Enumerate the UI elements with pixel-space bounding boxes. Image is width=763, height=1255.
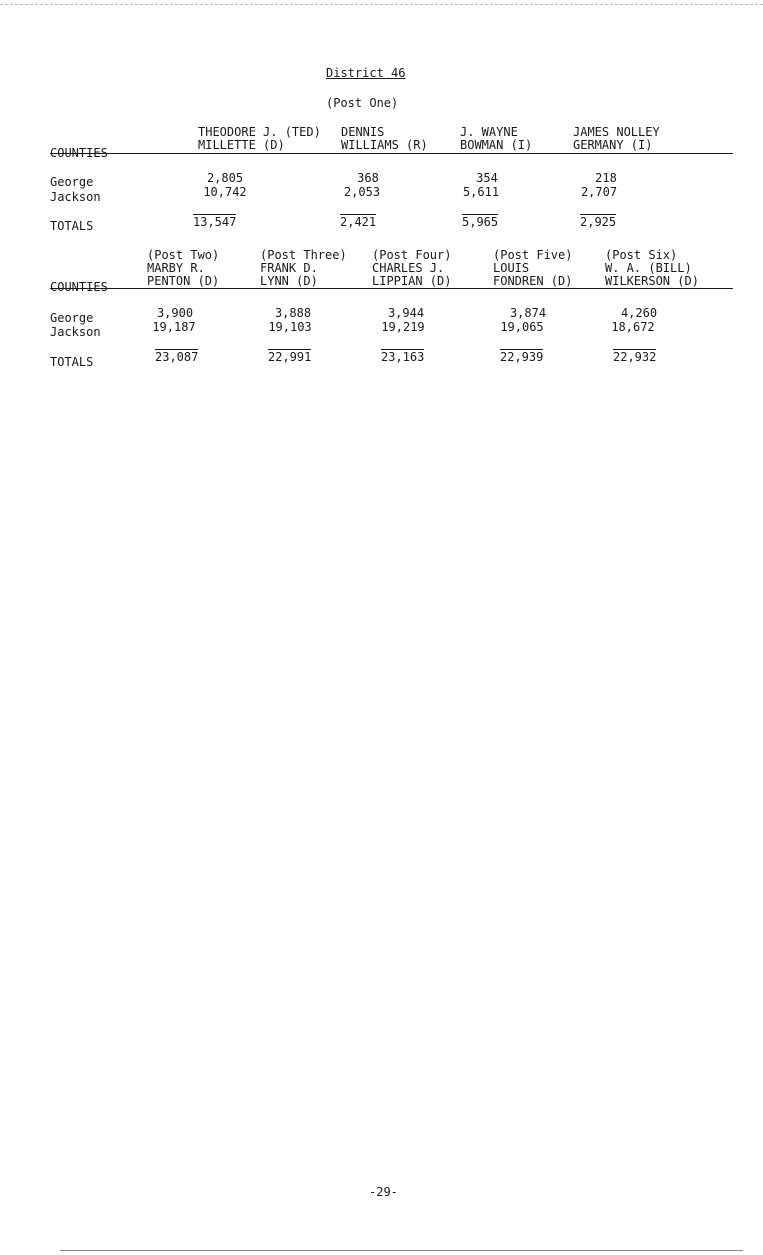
candidate-3-name: J. WAYNE (460, 125, 518, 139)
page-number: -29- (369, 1185, 398, 1199)
vote-cell: 19,103 (268, 320, 312, 334)
vote-cell: 10,742 (203, 185, 247, 199)
district-title: District 46 (326, 66, 406, 80)
total-cell: 5,965 (462, 215, 499, 229)
post-label: (Post Six) (605, 248, 678, 262)
candidate-1-name-party: MILLETTE (D) (198, 138, 285, 152)
page-edge (0, 4, 763, 5)
candidate-name: FRANK D. (260, 261, 318, 275)
candidate-4-name-party: GERMANY (I) (573, 138, 653, 152)
vote-cell: 2,805 (206, 171, 244, 185)
vote-cell: 18,672 (611, 320, 655, 334)
totals-label: TOTALS (50, 219, 94, 233)
vote-cell: 3,944 (387, 306, 425, 320)
candidate-2-name: DENNIS (341, 125, 385, 139)
candidate-name-party: FONDREN (D) (493, 274, 573, 288)
vote-cell: 2,053 (343, 185, 381, 199)
vote-cell: 354 (476, 171, 498, 185)
candidate-name: W. A. (BILL) (605, 261, 692, 275)
county-label-jackson: Jackson (50, 325, 101, 339)
vote-cell: 4,260 (620, 306, 658, 320)
total-cell: 13,547 (193, 215, 237, 229)
candidate-name-party: WILKERSON (D) (605, 274, 699, 288)
total-cell: 23,163 (381, 350, 425, 364)
vote-cell: 2,707 (580, 185, 618, 199)
county-label-jackson: Jackson (50, 190, 101, 204)
counties-header: COUNTIES (50, 280, 108, 294)
candidate-1-name: THEODORE J. (TED) (198, 125, 321, 139)
post-label: (Post Five) (493, 248, 573, 262)
post-label: (Post Four) (372, 248, 452, 262)
total-cell: 22,932 (613, 350, 657, 364)
vote-cell: 3,874 (509, 306, 547, 320)
header-rule (50, 153, 733, 154)
post-one-heading: (Post One) (326, 96, 399, 110)
vote-cell: 5,611 (462, 185, 500, 199)
total-cell: 22,991 (268, 350, 312, 364)
candidate-name: LOUIS (493, 261, 530, 275)
page-bottom-edge (60, 1250, 743, 1251)
total-cell: 23,087 (155, 350, 199, 364)
vote-cell: 19,187 (152, 320, 196, 334)
county-label-george: George (50, 311, 94, 325)
vote-cell: 3,888 (274, 306, 312, 320)
vote-cell: 218 (595, 171, 617, 185)
candidate-3-name-party: BOWMAN (I) (460, 138, 533, 152)
header-rule (50, 288, 733, 289)
post-label: (Post Three) (260, 248, 347, 262)
candidate-2-name-party: WILLIAMS (R) (341, 138, 428, 152)
total-cell: 2,925 (580, 215, 617, 229)
candidate-name-party: LIPPIAN (D) (372, 274, 452, 288)
vote-cell: 368 (357, 171, 379, 185)
county-label-george: George (50, 175, 94, 189)
total-cell: 22,939 (500, 350, 544, 364)
candidate-name: MARBY R. (147, 261, 205, 275)
candidate-name: CHARLES J. (372, 261, 445, 275)
totals-label: TOTALS (50, 355, 94, 369)
candidate-4-name: JAMES NOLLEY (573, 125, 660, 139)
post-label: (Post Two) (147, 248, 220, 262)
vote-cell: 3,900 (156, 306, 194, 320)
candidate-name-party: PENTON (D) (147, 274, 220, 288)
counties-header: COUNTIES (50, 146, 108, 160)
candidate-name-party: LYNN (D) (260, 274, 318, 288)
vote-cell: 19,219 (381, 320, 425, 334)
total-cell: 2,421 (340, 215, 377, 229)
vote-cell: 19,065 (500, 320, 544, 334)
